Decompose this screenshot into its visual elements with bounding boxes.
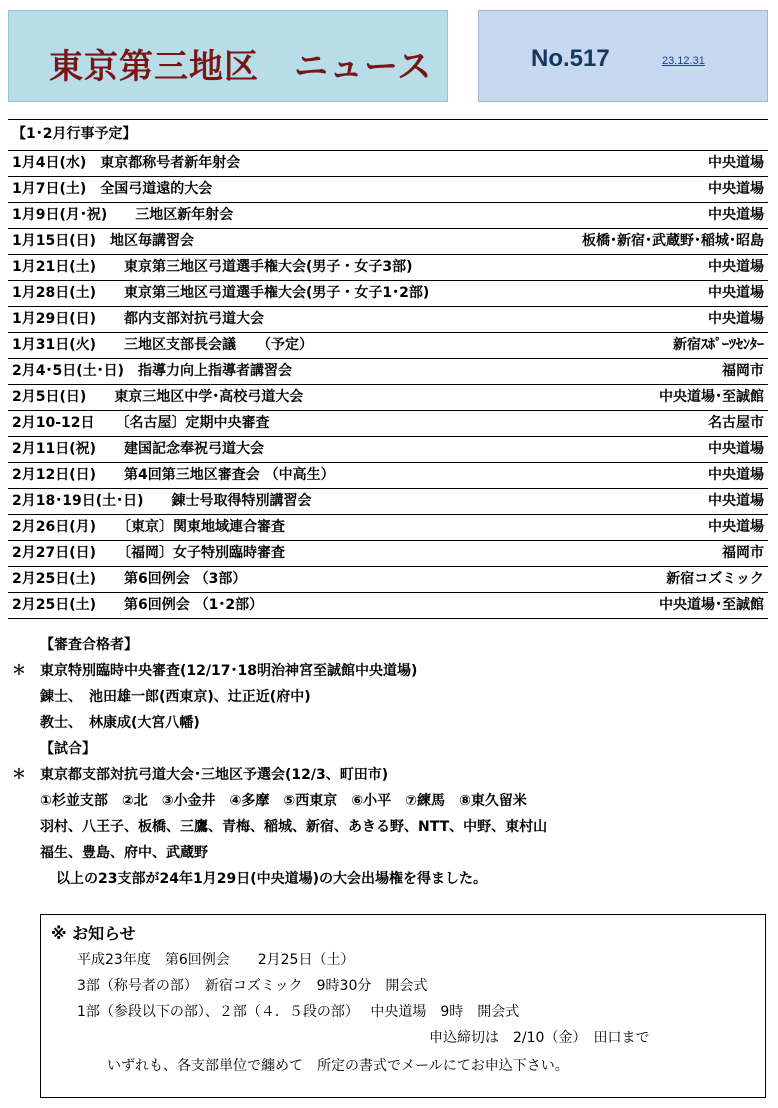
asterisk-bullet: ＊ [12,767,26,783]
schedule-place: 中央道場 [533,281,768,307]
rank-line: ①杉並支部 ②北 ③小金井 ④多摩 ⑤西東京 ⑥小平 ⑦練馬 ⑧東久留米 [40,793,527,809]
title-banner [8,10,448,102]
schedule-event: 2月25日(土) 第6回例会 （1･2部） [8,593,533,619]
schedule-place: 中央道場 [533,255,768,281]
issue-banner [478,10,768,102]
schedule-place: 名古屋市 [533,411,768,437]
schedule-event: 1月29日(日) 都内支部対抗弓道大会 [8,307,533,333]
schedule-row [8,411,768,437]
schedule-row [8,489,768,515]
schedule-place: 中央道場 [533,151,768,177]
schedule-place: 中央道場 [533,203,768,229]
schedule-row [8,515,768,541]
notice-line-4: 申込締切は 2/10（金） 田口まで [429,1030,650,1046]
schedule-row [8,359,768,385]
schedule-event: 2月5日(日) 東京三地区中学･高校弓道大会 [8,385,533,411]
kyoshi-line: 教士、 林康成(大宮八幡) [40,715,200,731]
notice-line-2: 3部（称号者の部） 新宿コズミック 9時30分 開会式 [77,978,428,994]
schedule-event: 2月26日(月) 〔東京〕関東地域連合審査 [8,515,533,541]
exam-line: 東京特別臨時中央審査(12/17･18明治神宮至誠館中央道場) [40,663,418,679]
branches-line-2: 福生、豊島、府中、武蔵野 [40,845,208,861]
schedule-place: 中央道場･至誠館 [533,593,768,619]
issue-date: 23.12.31 [662,55,705,67]
branches-line-1: 羽村、八王子、板橋、三鷹、青梅、稲城、新宿、あきる野、NTT、中野、東村山 [40,819,548,835]
schedule-event: 1月9日(月･祝) 三地区新年射会 [8,203,533,229]
schedule-place: 福岡市 [533,359,768,385]
schedule-event: 2月18･19日(土･日) 錬士号取得特別講習会 [8,489,533,515]
schedule-place: 福岡市 [533,541,768,567]
schedule-place: 新宿コズミック [533,567,768,593]
schedule-place: 中央道場 [533,463,768,489]
notice-line-3: 1部（参段以下の部）、２部（４．５段の部） 中央道場 9時 開会式 [77,1004,520,1020]
match-line: 東京都支部対抗弓道大会･三地区予選会(12/3、町田市) [40,767,389,783]
schedule-event: 1月28日(土) 東京第三地区弓道選手権大会(男子・女子1･2部) [8,281,533,307]
schedule-event: 2月11日(祝) 建国記念奉祝弓道大会 [8,437,533,463]
schedule-event: 2月25日(土) 第6回例会 （3部） [8,567,533,593]
notice-title: ※ お知らせ [51,924,136,943]
schedule-table [8,150,768,619]
schedule-row [8,541,768,567]
schedule-place: 中央道場･至誠館 [533,385,768,411]
schedule-event: 2月10-12日 〔名古屋〕定期中央審査 [8,411,533,437]
asterisk-bullet: ＊ [12,663,26,679]
schedule-row [8,437,768,463]
schedule-place: 新宿ｽﾎﾟｰﾂｾﾝﾀｰ [533,333,768,359]
schedule-event: 1月7日(土) 全国弓道遠的大会 [8,177,533,203]
schedule-place: 中央道場 [533,515,768,541]
match-heading: 【試合】 [40,741,96,757]
schedule-place: 中央道場 [533,437,768,463]
schedule-event: 2月12日(日) 第4回第三地区審査会 （中高生） [8,463,533,489]
schedule-place: 中央道場 [533,307,768,333]
schedule-row [8,177,768,203]
schedule-row [8,255,768,281]
issue-number: No.517 [531,45,610,72]
schedule-row [8,307,768,333]
schedule-row [8,281,768,307]
schedule-event: 1月21日(土) 東京第三地区弓道選手権大会(男子・女子3部) [8,255,533,281]
schedule-row [8,333,768,359]
renshi-line: 錬士、 池田雄一郎(西東京)、辻正近(府中) [40,689,311,705]
results-section [12,632,768,892]
schedule-place: 中央道場 [533,489,768,515]
schedule-event: 2月4･5日(土･日) 指導力向上指導者講習会 [8,359,533,385]
schedule-event: 1月15日(日) 地区毎講習会 [8,229,533,255]
notice-line-1: 平成23年度 第6回例会 2月25日（土） [77,952,355,968]
schedule-row [8,203,768,229]
schedule-row [8,385,768,411]
schedule-event: 1月4日(水) 東京都称号者新年射会 [8,151,533,177]
schedule-event: 2月27日(日) 〔福岡〕女子特別臨時審査 [8,541,533,567]
schedule-place: 中央道場 [533,177,768,203]
schedule-row [8,151,768,177]
notice-line-5: いずれも、各支部単位で纏めて 所定の書式でメールにてお申込下さい。 [107,1058,569,1074]
schedule-row [8,593,768,619]
schedule-row [8,567,768,593]
summary-line: 以上の23支部が24年1月29日(中央道場)の大会出場権を得ました。 [56,871,487,887]
schedule-event: 1月31日(火) 三地区支部長会議 （予定） [8,333,533,359]
newsletter-title: 東京第三地区 ニュース [49,47,433,87]
passed-heading: 【審査合格者】 [40,637,138,653]
schedule-heading: 【1･2月行事予定】 [12,126,137,142]
schedule-row [8,463,768,489]
notice-box [40,914,766,1098]
schedule-row [8,229,768,255]
top-rule [8,119,768,120]
schedule-place: 板橋･新宿･武蔵野･稲城･昭島 [533,229,768,255]
